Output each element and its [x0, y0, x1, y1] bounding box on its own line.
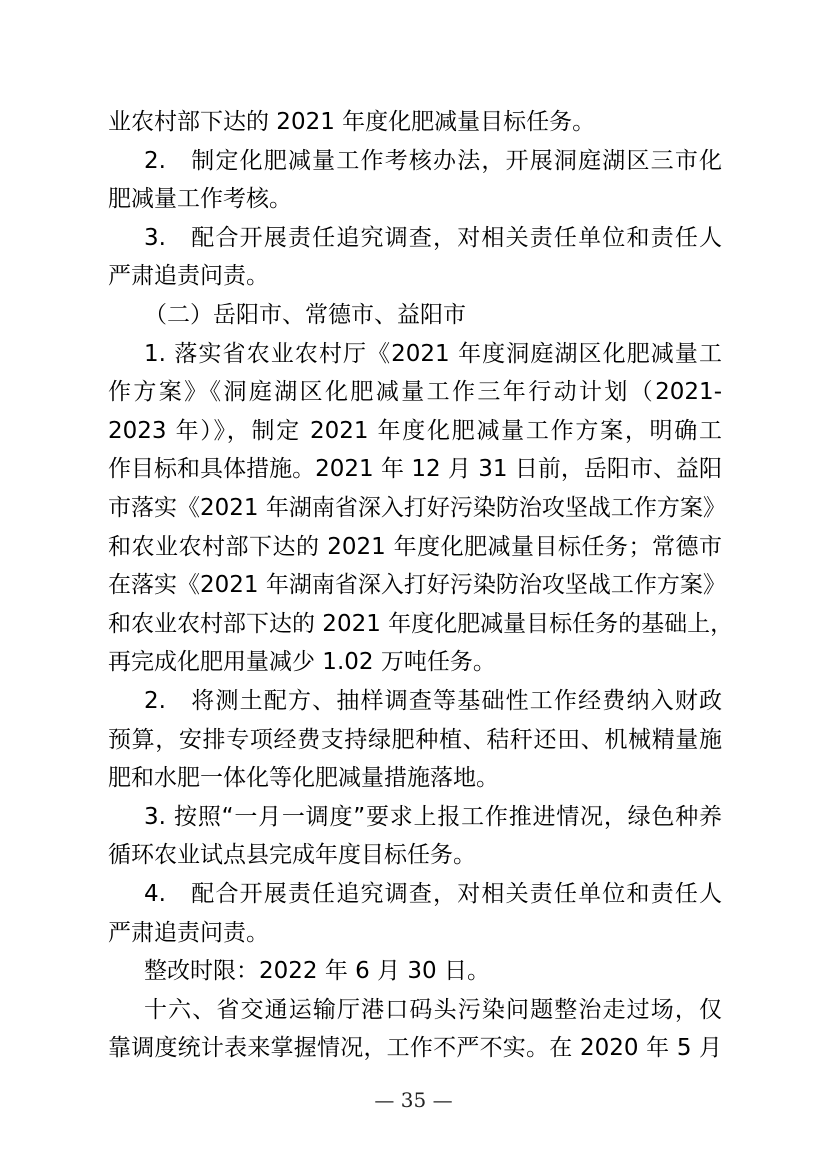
text-line: 4. 配合开展责任追究调查，对相关责任单位和责任人	[144, 881, 722, 907]
text-line: 2. 将测土配方、抽样调查等基础性工作经费纳入财政	[144, 688, 722, 714]
text-line: 2. 制定化肥减量工作考核办法，开展洞庭湖区三市化	[144, 147, 722, 174]
text-line: 1. 落实省农业农村厅《2021 年度洞庭湖区化肥减量工	[144, 340, 722, 367]
text-line: 严肃追责问责。	[108, 919, 269, 946]
text-line: 和农业农村部下达的 2021 年度化肥减量目标任务；常德市	[108, 533, 722, 560]
page-number: — 35 —	[374, 1088, 453, 1112]
text-line: 3. 按照“一月一调度”要求上报工作推进情况，绿色种养	[144, 803, 722, 830]
text-line: 3. 配合开展责任追究调查，对相关责任单位和责任人	[144, 224, 722, 251]
text-line: 2023 年）》，制定 2021 年度化肥减量工作方案，明确工	[108, 417, 722, 444]
text-line: 和农业农村部下达的 2021 年度化肥减量目标任务的基础上，	[108, 610, 734, 637]
text-line: （二）岳阳市、常德市、益阳市	[144, 302, 466, 328]
text-line: 整改时限：2022 年 6 月 30 日。	[144, 958, 490, 985]
text-line: 市落实《2021 年湖南省深入打好污染防治攻坚战工作方案》	[108, 495, 726, 521]
text-line: 作方案》《洞庭湖区化肥减量工作三年行动计划（2021-	[108, 379, 722, 406]
text-line: 肥减量工作考核。	[108, 186, 292, 213]
text-line: 十六、省交通运输厅港口码头污染问题整治走过场，仅	[144, 996, 722, 1023]
text-line: 循环农业试点县完成年度目标任务。	[108, 842, 476, 869]
text-line: 预算，安排专项经费支持绿肥种植、秸秆还田、机械精量施	[108, 726, 722, 753]
text-line: 作目标和具体措施。2021 年 12 月 31 日前，岳阳市、益阳	[108, 456, 722, 483]
text-line: 在落实《2021 年湖南省深入打好污染防治攻坚战工作方案》	[108, 572, 726, 599]
text-line: 再完成化肥用量减少 1.02 万吨任务。	[108, 649, 496, 676]
text-line: 业农村部下达的 2021 年度化肥减量目标任务。	[108, 109, 596, 135]
text-line: 靠调度统计表来掌握情况，工作不严不实。在 2020 年 5 月	[108, 1035, 722, 1062]
text-line: 肥和水肥一体化等化肥减量措施落地。	[108, 765, 499, 792]
text-line: 严肃追责问责。	[108, 263, 269, 290]
